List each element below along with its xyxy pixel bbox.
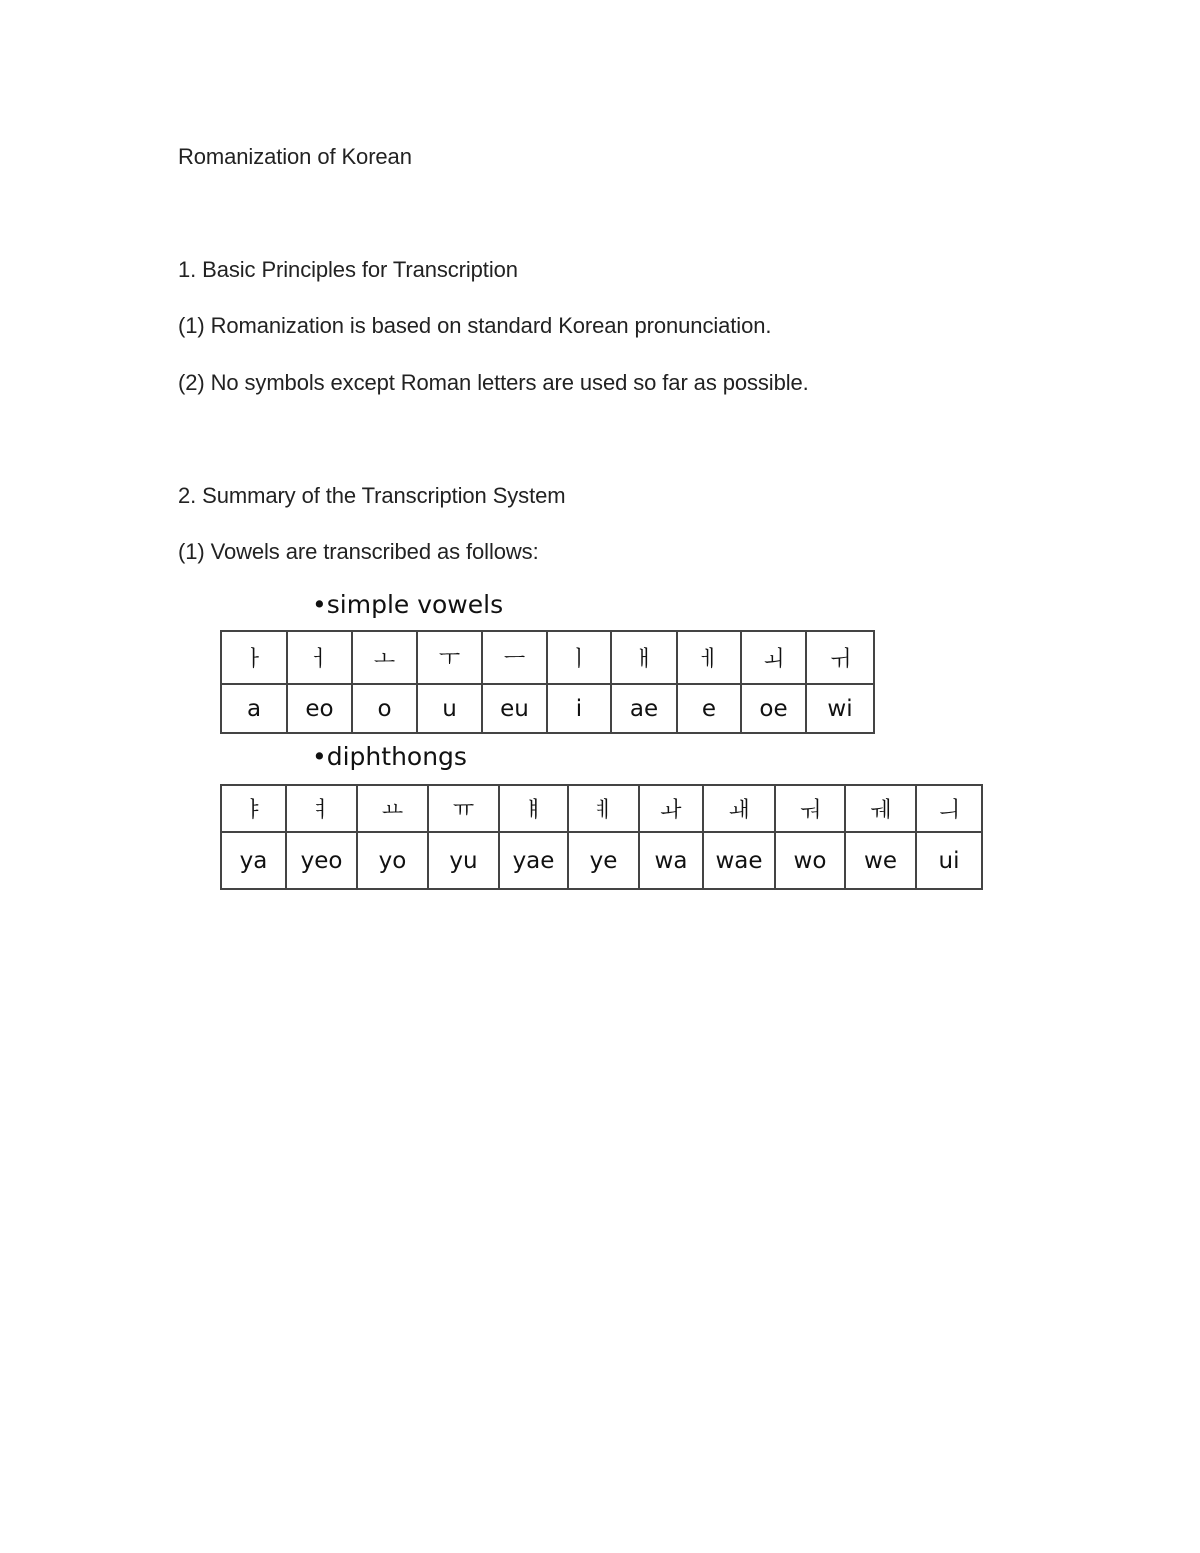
roman-cell: wo [775, 832, 845, 889]
roman-cell: wae [703, 832, 775, 889]
hangul-cell: ㅟ [806, 631, 874, 684]
hangul-cell: ㅘ [639, 785, 703, 832]
roman-cell: oe [741, 684, 806, 733]
vowels-intro: (1) Vowels are transcribed as follows: [178, 539, 539, 564]
simple-vowels-roman-row [221, 684, 874, 733]
hangul-cell: ㅠ [428, 785, 499, 832]
roman-cell: yae [499, 832, 568, 889]
diphthongs-label: •diphthongs [312, 742, 467, 771]
hangul-cell: ㅖ [568, 785, 639, 832]
hangul-cell: ㅙ [703, 785, 775, 832]
simple-vowels-label: •simple vowels [312, 590, 504, 619]
hangul-cell: ㅕ [286, 785, 357, 832]
principle-1: (1) Romanization is based on standard Korean pronunciation. [178, 313, 772, 338]
roman-cell: ye [568, 832, 639, 889]
roman-cell: a [221, 684, 287, 733]
hangul-cell: ㅒ [499, 785, 568, 832]
simple-vowels-table [220, 630, 875, 734]
hangul-cell: ㅣ [547, 631, 611, 684]
hangul-cell: ㅚ [741, 631, 806, 684]
hangul-cell: ㅡ [482, 631, 547, 684]
roman-cell: i [547, 684, 611, 733]
principle-2: (2) No symbols except Roman letters are used so far as possible. [178, 370, 809, 395]
diphthongs-table [220, 784, 983, 890]
hangul-cell: ㅐ [611, 631, 677, 684]
simple-vowels-hangul-row [221, 631, 874, 684]
hangul-cell: ㅏ [221, 631, 287, 684]
roman-cell: u [417, 684, 482, 733]
roman-cell: we [845, 832, 916, 889]
section-1-heading: 1. Basic Principles for Transcription [178, 257, 518, 282]
roman-cell: yeo [286, 832, 357, 889]
roman-cell: wi [806, 684, 874, 733]
roman-cell: ae [611, 684, 677, 733]
roman-cell: yo [357, 832, 428, 889]
roman-cell: e [677, 684, 741, 733]
roman-cell: ya [221, 832, 286, 889]
hangul-cell: ㅗ [352, 631, 417, 684]
section-2-heading: 2. Summary of the Transcription System [178, 483, 566, 508]
roman-cell: yu [428, 832, 499, 889]
hangul-cell: ㅑ [221, 785, 286, 832]
diphthongs-roman-row [221, 832, 982, 889]
hangul-cell: ㅞ [845, 785, 916, 832]
hangul-cell: ㅝ [775, 785, 845, 832]
roman-cell: wa [639, 832, 703, 889]
roman-cell: ui [916, 832, 982, 889]
roman-cell: eu [482, 684, 547, 733]
hangul-cell: ㅔ [677, 631, 741, 684]
hangul-cell: ㅜ [417, 631, 482, 684]
roman-cell: o [352, 684, 417, 733]
hangul-cell: ㅛ [357, 785, 428, 832]
diphthongs-hangul-row [221, 785, 982, 832]
hangul-cell: ㅢ [916, 785, 982, 832]
hangul-cell: ㅓ [287, 631, 352, 684]
roman-cell: eo [287, 684, 352, 733]
document-title: Romanization of Korean [178, 144, 412, 169]
